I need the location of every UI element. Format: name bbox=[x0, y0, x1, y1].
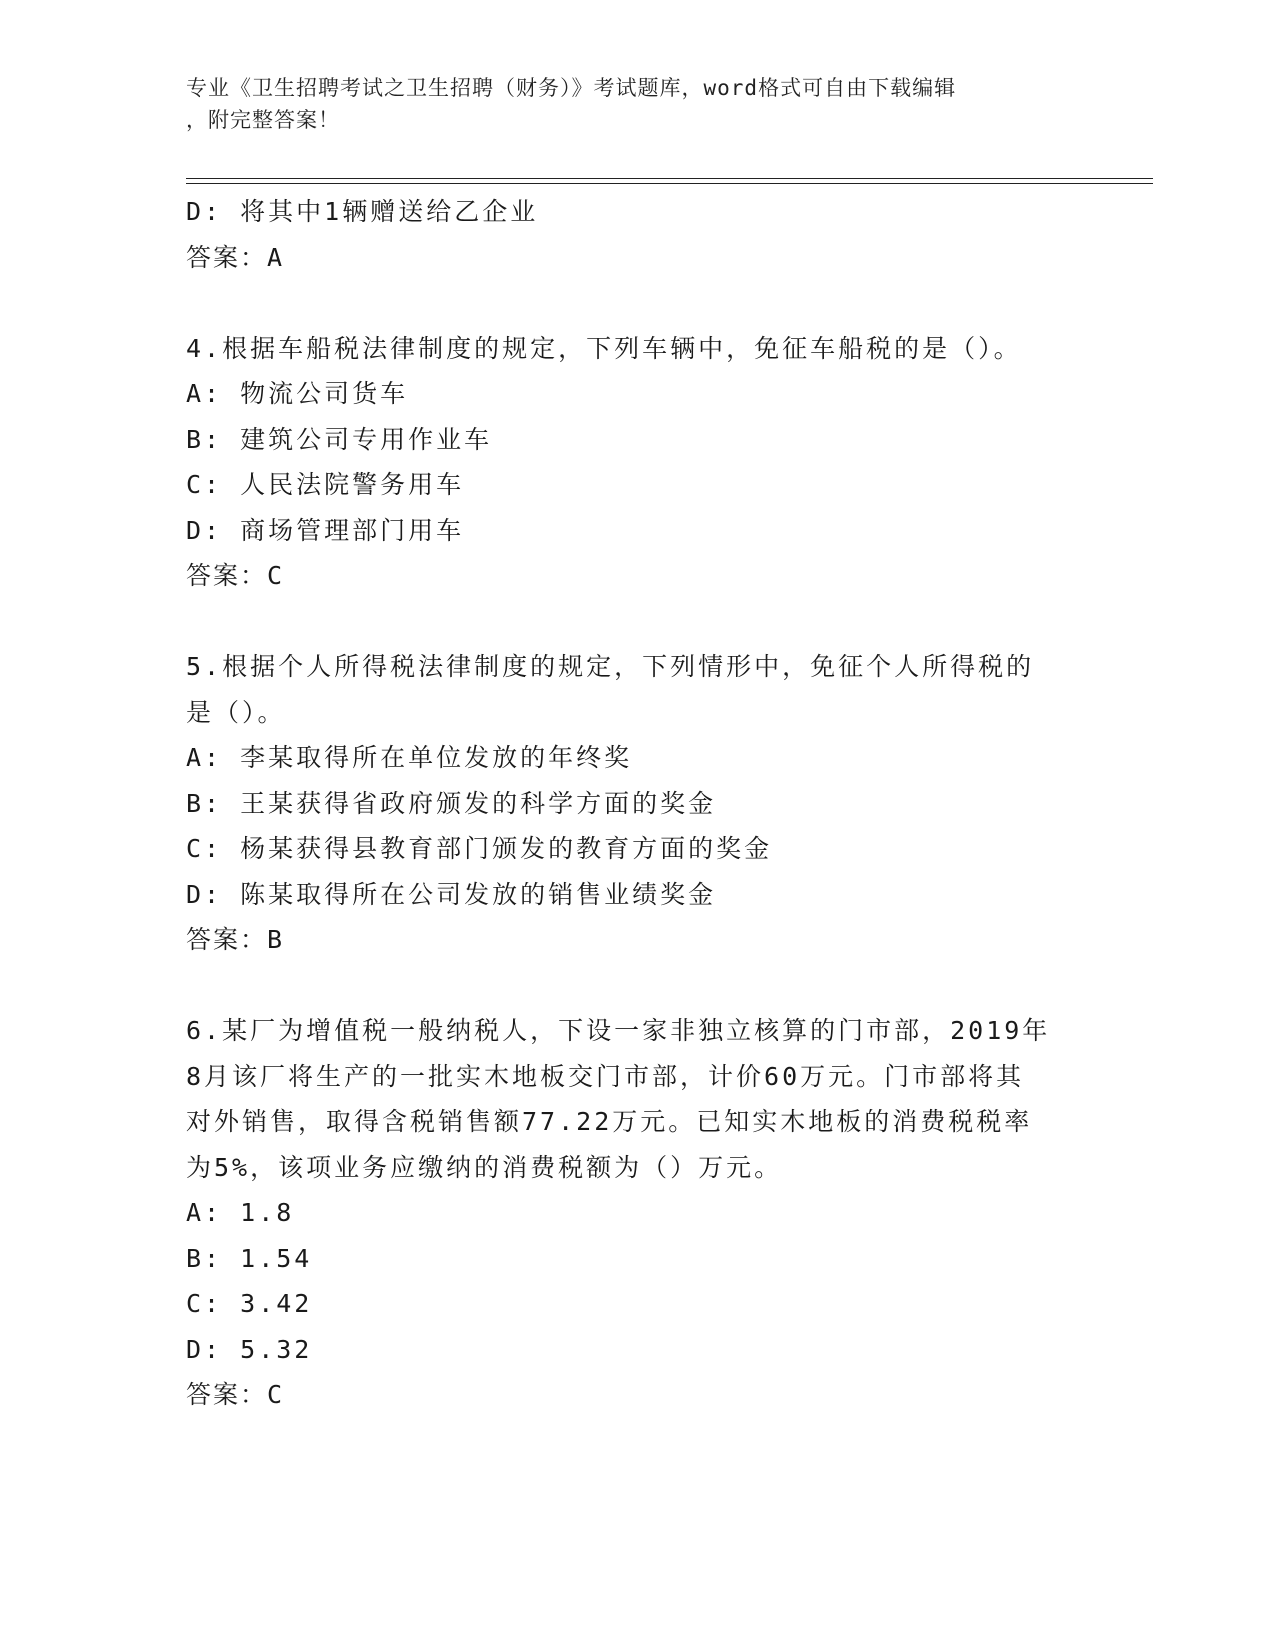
answer-text: 答案：C bbox=[186, 1380, 285, 1409]
question-list bbox=[186, 189, 1066, 1418]
option-c: C: 人民法院警务用车 bbox=[186, 470, 465, 499]
option-b: B: 王某获得省政府颁发的科学方面的奖金 bbox=[186, 788, 717, 818]
question-stem-line-2: 是（）。 bbox=[186, 697, 286, 727]
option-c: C: 杨某获得县教育部门颁发的教育方面的奖金 bbox=[186, 834, 773, 863]
option-a: A: 1.8 bbox=[186, 1198, 295, 1227]
answer-text: 答案：C bbox=[186, 561, 285, 590]
header-line-1: 专业《卫生招聘考试之卫生招聘（财务）》考试题库，word格式可自由下载编辑 bbox=[186, 76, 957, 100]
answer-text: 答案：A bbox=[186, 242, 285, 272]
option-d: D: 将其中1辆赠送给乙企业 bbox=[186, 197, 539, 226]
question-stem-line-3: 对外销售，取得含税销售额77.22万元。已知实木地板的消费税税率 bbox=[186, 1107, 1033, 1136]
question-3-tail bbox=[186, 189, 1066, 280]
option-b: B: 1.54 bbox=[186, 1243, 313, 1273]
question-stem-line-4: 为5%，该项业务应缴纳的消费税额为（）万元。 bbox=[186, 1152, 783, 1182]
question-stem: 4.根据车船税法律制度的规定，下列车辆中，免征车船税的是（）。 bbox=[186, 333, 1022, 363]
question-5 bbox=[186, 644, 1066, 963]
spacer bbox=[186, 963, 1066, 1009]
option-a: A: 物流公司货车 bbox=[186, 379, 409, 408]
spacer bbox=[186, 599, 1066, 645]
option-c: C: 3.42 bbox=[186, 1289, 313, 1318]
document-header bbox=[186, 72, 1066, 136]
question-stem-line-1: 6.某厂为增值税一般纳税人，下设一家非独立核算的门市部，2019年 bbox=[186, 1016, 1051, 1045]
option-d: D: 陈某取得所在公司发放的销售业绩奖金 bbox=[186, 879, 717, 909]
option-d: D: 5.32 bbox=[186, 1334, 313, 1364]
question-6 bbox=[186, 1008, 1066, 1418]
header-divider-bottom bbox=[186, 183, 1153, 184]
header-line-2: ，附完整答案！ bbox=[186, 108, 340, 132]
question-4 bbox=[186, 326, 1066, 599]
header-divider-top bbox=[186, 178, 1153, 179]
question-stem-line-1: 5.根据个人所得税法律制度的规定，下列情形中，免征个人所得税的 bbox=[186, 652, 1035, 681]
option-b: B: 建筑公司专用作业车 bbox=[186, 424, 493, 454]
spacer bbox=[186, 280, 1066, 326]
option-a: A: 李某取得所在单位发放的年终奖 bbox=[186, 743, 633, 772]
question-stem-line-2: 8月该厂将生产的一批实木地板交门市部，计价60万元。门市部将其 bbox=[186, 1061, 1025, 1091]
option-d: D: 商场管理部门用车 bbox=[186, 515, 465, 545]
answer-text: 答案：B bbox=[186, 925, 285, 954]
